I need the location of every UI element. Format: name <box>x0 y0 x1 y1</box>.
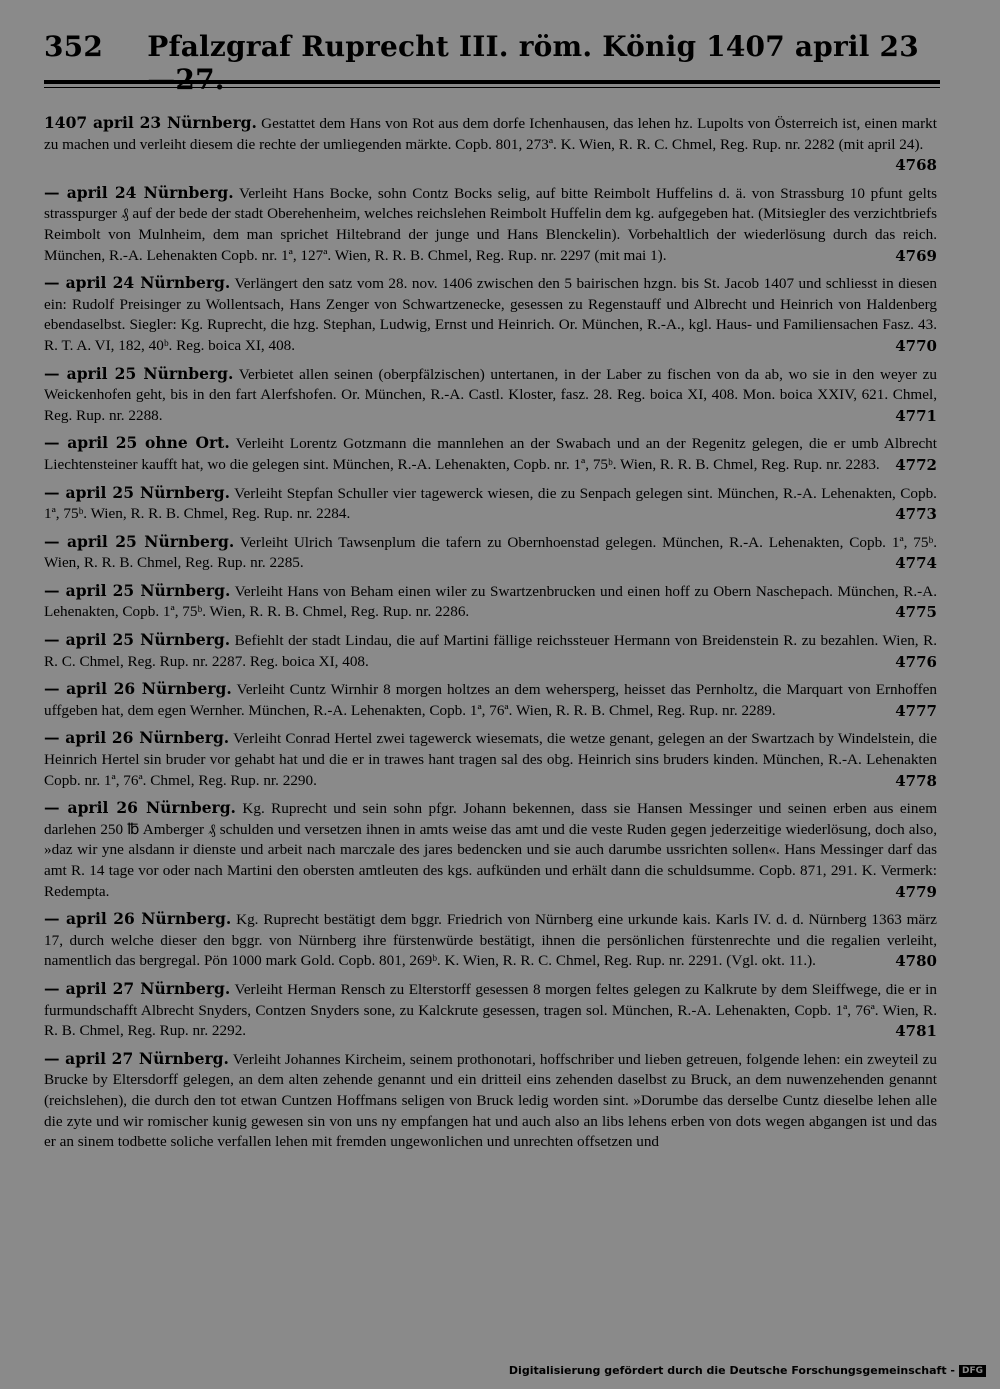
entry-date: — april 24 Nürnberg. <box>44 182 234 202</box>
regest-entry <box>44 728 937 791</box>
entry-text: Verleiht Johannes Kircheim, seinem prothonotari, hoffschriber und lieben getreuen, folgende lehen: ein zweyteil zu Brucke by Eltersdorff gelegen, an dem alten zehende genannt und ein dritteil eins zehenden daselbst zu Bruck, an dem nuwenzehenden genannt (reichslehen), die durch den tot etwan Cuntzen Hoffmans seligen von Bruck ledig worden sint. »Dorumbe das derselbe Cuntz dieselbe lehen alle die zyte und wir romischer kunig gewesen sin von uns ny empfangen hat und auch also an libs lehens erben von dots wegen abgangen ist und das er an sinem todbette soliche verfallen lehen mit fremden ungewonlichen und unrechten offsetzen und <box>44 1050 938 1151</box>
entry-date: — april 25 ohne Ort. <box>44 433 230 453</box>
regest-entry <box>44 679 937 721</box>
entry-number: 4775 <box>895 603 937 622</box>
entry-date: — april 24 Nürnberg. <box>44 273 231 293</box>
entry-number: 4781 <box>895 1022 937 1041</box>
regest-entry <box>44 1049 937 1153</box>
regest-entry <box>44 483 937 525</box>
entry-text: Verleiht Ulrich Tawsenplum die tafern zu Obernhoenstad gelegen. München, R.-A. Lehenakten, Copb. 1ª, 75ᵇ. Wien, R. R. B. Chmel, Reg. Rup. nr. 2285. <box>44 533 937 572</box>
regest-entry <box>44 909 937 972</box>
entry-text: Verleiht Cuntz Wirnhir 8 morgen holtzes an dem wehersperg, heisset das Pernholtz, die Marquart von Ernhoffen uffgeben hat, dem egen Wernher. München, R.-A. Lehenakten, Copb. 1ª, 76ª. Wien, R. R. B. Chmel, Reg. Rup. nr. 2289. <box>44 681 937 719</box>
entry-text: Verleiht Stepfan Schuller vier tagewerck wiesen, die zu Senpach gelegen sint. München, R.-A. Lehenakten, Copb. 1ª, 75ᵇ. Wien, R. R. B. Chmel, Reg. Rup. nr. 2284. <box>44 484 937 523</box>
entry-date: — april 26 Nürnberg. <box>44 679 232 699</box>
entry-number: 4772 <box>895 455 937 474</box>
entry-number: 4779 <box>895 882 937 901</box>
entry-date: — april 25 Nürnberg. <box>44 482 230 502</box>
entry-text: Verleiht Conrad Hertel zwei tagewerck wiesemats, die wetze genant, gelegen an der Swartzach by Windelstein, die Heinrich Hertel sin bruder vor gehabt hat und die er in trawes hant tragen sal des obg. Heinrich sins bruders kinden. München, R.-A. Lehenakten Copb. nr. 1ª, 76ª. Chmel, Reg. Rup. nr. 2290. <box>44 730 938 789</box>
entry-number: 4770 <box>895 336 937 355</box>
entry-date: — april 26 Nürnberg. <box>44 909 232 929</box>
regest-entry <box>44 113 937 176</box>
entry-text: Verleiht Hans von Beham einen wiler zu Swartzenbrucken und einen hoff zu Obern Naschepach. München, R.-A. Lehenakten, Copb. 1ª, 75ᵇ. Wien, R. R. B. Chmel, Reg. Rup. nr. 2286. <box>44 582 937 621</box>
page-header <box>44 30 944 70</box>
entry-date: — april 27 Nürnberg. <box>44 1048 229 1068</box>
header-rule-thick <box>44 80 940 84</box>
entry-number: 4768 <box>895 156 937 175</box>
entry-number: 4780 <box>895 952 937 971</box>
header-rule-thin <box>44 87 940 88</box>
regest-entry <box>44 532 937 574</box>
entry-number: 4778 <box>895 771 937 790</box>
entry-date: — april 25 Nürnberg. <box>44 363 234 383</box>
entry-date: — april 25 Nürnberg. <box>44 531 235 551</box>
footer-text: Digitalisierung gefördert durch die Deutsche Forschungsgemeinschaft - <box>508 1364 955 1377</box>
entry-number: 4777 <box>895 701 937 720</box>
entry-text: Verlängert den satz vom 28. nov. 1406 zwischen den 5 bairischen hzgn. bis St. Jacob 1407 und schliesst in diesen ein: Rudolf Preisinger zu Wollentsach, Hans Zenger von Schwartzenecke, gesessen zu Regenstauff und Albrecht und Heinrich von Haldenberg ebendaselbst. Siegler: Kg. Ruprecht, die hzg. Stephan, Ludwig, Ernst und Heinrich. Or. München, R.-A., kgl. Haus- und Familiensachen Fasz. 43. R. T. A. VI, 182, 40ᵇ. Reg. boica XI, 408. <box>44 275 937 354</box>
entry-text: Gestattet dem Hans von Rot aus dem dorfe Ichenhausen, das lehen hz. Lupolts von Österreich ist, einen markt zu machen und verleiht diesem die rechte der umliegenden märkte. Copb. 801, 273ª. K. Wien, R. R. C. Chmel, Reg. Rup. nr. 2282 (mit april 24). <box>44 115 937 153</box>
regest-entry <box>44 798 937 902</box>
entry-date: — april 26 Nürnberg. <box>44 728 230 748</box>
entry-date: — april 27 Nürnberg. <box>44 978 231 998</box>
entry-text: Verleiht Herman Rensch zu Elterstorff gesessen 8 morgen feltes gelegen zu Kalkrute by dem Sleiffwege, die er in furmundschafft Albrecht Snyders, Contzen Snyders sone, zu Kalckrute gesessen, tragen sol. München, R.-A. Lehenakten, Copb. 1ª, 76ª. Wien, R. R. B. Chmel, Reg. Rup. nr. 2292. <box>44 980 937 1040</box>
page-title: Pfalzgraf Ruprecht III. röm. König 1407 april 23 <box>147 30 919 63</box>
entry-text: Kg. Ruprecht bestätigt dem bggr. Friedrich von Nürnberg eine urkunde kais. Karls IV. d. d. Nürnberg 1363 märz 17, durch welche dieser den bggr. von Nürnberg ihre fürstenwürde bestätigt, ihnen die persönlichen fürstenrechte und die regalien verleiht, namentlich das bergregal. Pön 1000 mark Gold. Copb. 801, 269ᵇ. K. Wien, R. R. C. Chmel, Reg. Rup. nr. 2291. (Vgl. okt. 11.). <box>44 911 938 970</box>
entry-date: — april 25 Nürnberg. <box>44 580 231 600</box>
page-number: 352 <box>44 30 104 63</box>
entry-text: Verleiht Lorentz Gotzmann die mannlehen an der Swabach und an der Regenitz gelegen, die er umb Albrecht Liechtensteiner kaufft hat, wo die gelegen sint. München, R.-A. Lehenakten, Copb. nr. 1ª, 75ᵇ. Wien, R. R. B. Chmel, Reg. Rup. nr. 2283. <box>44 435 937 473</box>
entry-text: Verbietet allen seinen (oberpfälzischen) untertanen, in der Laber zu fischen von da ab, wo sie in den weyer zu Weickenhofen geht, bis in den fart Alerfshofen. Or. München, R.-A. Castl. Kloster, fasz. 28. Reg. boica XI, 408. Mon. boica XXIV, 621. Chmel, Reg. Rup. nr. 2288. <box>44 365 937 424</box>
footer-credit <box>509 1362 986 1379</box>
regest-entry <box>44 364 937 427</box>
entry-number: 4776 <box>895 652 937 671</box>
entry-date: 1407 april 23 Nürnberg. <box>44 113 257 132</box>
entry-number: 4774 <box>895 554 937 573</box>
regesta-list <box>44 113 937 1160</box>
entry-number: 4773 <box>895 505 937 524</box>
entry-date: — april 25 Nürnberg. <box>44 630 231 650</box>
dfg-logo-icon: DFG <box>959 1365 986 1377</box>
entry-text: Kg. Ruprecht und sein sohn pfgr. Johann bekennen, dass sie Hansen Messinger und seinen erben aus einem darlehen 250 ℔ Amberger ₰ schulden und versetzen ihnen in amts weise das amt und die veste Ruden gegen jederzeitige wiederlösung, doch also, »daz wir yne alsdann ir dienste und arbeit nach marczale des jares bedencken und sie auch darumbe ussrichten sollen«. Hans Messinger darf das amt R. 14 tage vor oder nach Martini den obersten amtleuten des kgs. aufkünden und erhält dann die schuldsumme. Copb. 871, 291. K. Vermerk: Redempta. <box>44 800 938 900</box>
regest-entry <box>44 630 937 672</box>
regest-entry <box>44 979 937 1042</box>
regest-entry <box>44 433 937 475</box>
entry-number: 4769 <box>895 246 937 265</box>
entry-text: Verleiht Hans Bocke, sohn Contz Bocks selig, auf bitte Reimbolt Huffelins d. ä. von Strassburg 10 pfunt gelts strasspurger ₰ auf der bede der stadt Oberehenheim, welches reichslehen Reimbolt Huffelin dem kg. aufgegeben hat. (Mitsiegler des verzichtbriefs Reimbolt von Mulnheim, dem man sprichet Hiltebrand der junge und Hans Blenckelin). Vorbehaltlich der wiederlösung durch das reich. München, R.-A. Lehenakten Copb. nr. 1ª, 127ª. Wien, R. R. B. Chmel, Reg. Rup. nr. 2297 (mit mai 1). <box>44 184 937 264</box>
entry-number: 4771 <box>895 406 937 425</box>
entry-text: Befiehlt der stadt Lindau, die auf Martini fällige reichssteuer Hermann von Breidenstein R. zu bezahlen. Wien, R. R. C. Chmel, Reg. Rup. nr. 2287. Reg. boica XI, 408. <box>44 632 938 670</box>
regest-entry <box>44 273 937 356</box>
regest-entry <box>44 183 937 266</box>
regest-entry <box>44 581 937 623</box>
entry-date: — april 26 Nürnberg. <box>44 798 236 818</box>
